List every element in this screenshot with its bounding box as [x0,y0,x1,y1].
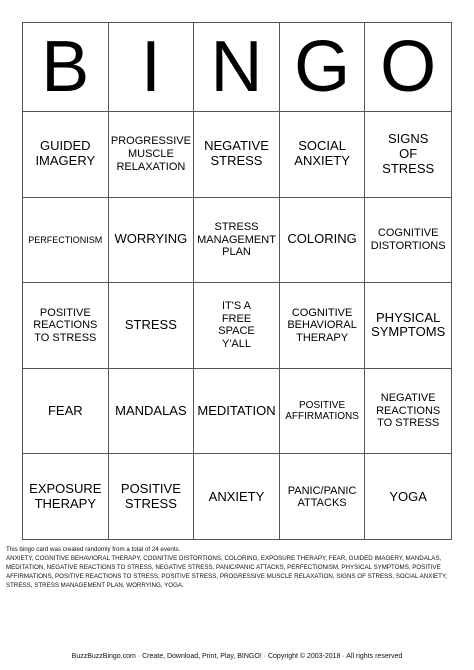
header-letter-n: N [194,23,280,111]
bingo-cell: COGNITIVE BEHAVIORAL THERAPY [280,283,366,369]
bingo-cell: POSITIVE STRESS [109,454,195,540]
bingo-cell: NEGATIVE STRESS [194,112,280,198]
bingo-card [22,22,452,540]
bingo-cell: NEGATIVE REACTIONS TO STRESS [365,369,451,455]
bingo-cell: SIGNS OF STRESS [365,112,451,198]
bingo-header [23,23,451,112]
header-letter-b: B [23,23,109,111]
bingo-cell: PROGRESSIVE MUSCLE RELAXATION [109,112,195,198]
bingo-cell: MANDALAS [109,369,195,455]
bingo-cell: EXPOSURE THERAPY [23,454,109,540]
info-event-list: ANXIETY, COGNITIVE BEHAVIORAL THERAPY, COGNITIVE DISTORTIONS, COLORING, EXPOSURE THERAPY, FEAR, GUIDED IMAGERY, MANDALAS, MEDITATION, NEGATIVE REACTIONS TO STRESS, NEGATIVE STRESS, PANIC/PANIC ATTACKS, PERFECTIONISM, PHYSICAL SYMPTOMS, POSITIVE AFFIRMATIONS, POSITIVE REACTIONS TO STRESS, POSITIVE STRESS, PROGRESSIVE MUSCLE RELAXATION, SIGNS OF STRESS, SOCIAL ANXIETY, STRESS, STRESS MANAGEMENT PLAN, WORRYING, YOGA. [6,554,448,589]
bingo-cell: FEAR [23,369,109,455]
bingo-cell: YOGA [389,488,427,504]
bingo-cell: STRESS [109,283,195,369]
bingo-cell: COGNITIVE DISTORTIONS [365,198,451,284]
bingo-cell: PERFECTIONISM [23,198,109,284]
bingo-cell: POSITIVE AFFIRMATIONS [280,369,366,455]
header-letter-g: G [280,23,366,111]
info-summary: This bingo card was created randomly from a total of 24 events. [6,546,181,553]
free-space-cell: IT'S A FREE SPACE Y'ALL [194,283,280,369]
footer-copyright: BuzzBuzzBingo.com · Create, Download, Print, Play, BINGO! · Copyright © 2003-2018 · All rights reserved [71,653,403,660]
bingo-cell: SOCIAL ANXIETY [280,112,366,198]
header-letter-o: O [380,27,437,107]
bingo-cell: MEDITATION [194,369,280,455]
bingo-cell: PHYSICAL SYMPTOMS [365,283,451,369]
bingo-cell: COLORING [280,198,366,284]
bingo-cell: PANIC/PANIC ATTACKS [280,454,366,540]
bingo-cell: ANXIETY [194,454,280,540]
header-letter-i: I [109,23,195,111]
bingo-cell: STRESS MANAGEMENT PLAN [194,198,280,284]
card-info [6,546,468,591]
bingo-cell: POSITIVE REACTIONS TO STRESS [23,283,109,369]
bingo-cell: GUIDED IMAGERY [23,112,109,198]
bingo-grid [23,112,451,540]
bingo-cell: WORRYING [109,198,195,284]
